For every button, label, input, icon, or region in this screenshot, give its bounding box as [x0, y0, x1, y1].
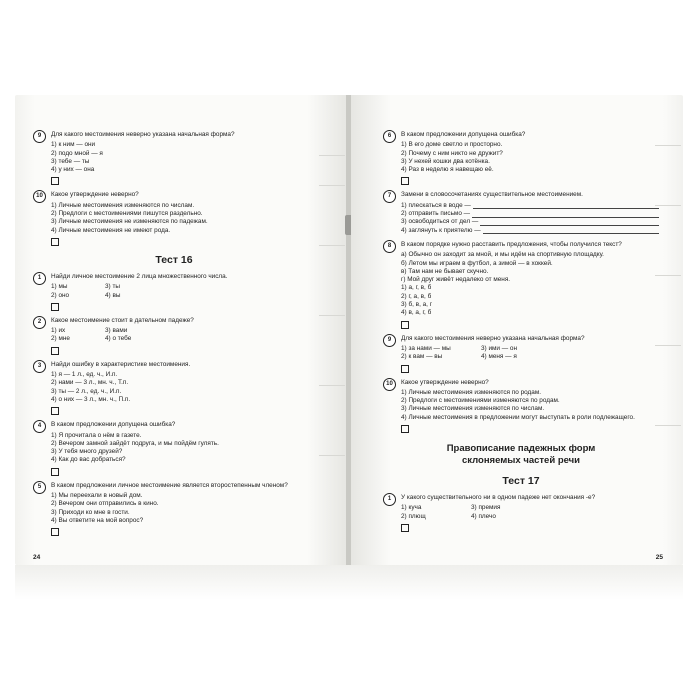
option: 1) а, г, в, б — [401, 284, 432, 292]
question-number: 9 — [33, 130, 46, 143]
question-number: 8 — [383, 240, 396, 253]
option: 1) куча — [401, 504, 422, 512]
test-title: Тест 17 — [502, 475, 540, 488]
question-10 — [383, 379, 659, 433]
option: 1) их — [51, 327, 66, 335]
answer-box[interactable] — [401, 425, 409, 433]
answer-box[interactable] — [401, 365, 409, 373]
question-number: 10 — [383, 378, 396, 391]
question-9 — [33, 131, 315, 185]
option: 1) плескаться в воде — — [401, 201, 471, 209]
page-shadow — [15, 565, 683, 600]
option: 4) о них — 3 л., мн. ч., П.п. — [51, 395, 131, 403]
option: 2) к вам — вы — [401, 353, 443, 361]
answer-box[interactable] — [51, 177, 59, 185]
option: 4) в, а, г, б — [401, 309, 432, 317]
option: 3) Личные местоимения изменяются по числам. — [401, 405, 545, 413]
question-text: В каком предложении допущена ошибка? — [401, 131, 526, 138]
left-page — [15, 95, 347, 565]
option: 4) плечо — [471, 512, 496, 520]
right-page — [351, 95, 683, 565]
option: 3) тебе — ты — [51, 157, 90, 165]
question-8 — [383, 241, 659, 329]
answer-box[interactable] — [401, 177, 409, 185]
question-6 — [383, 131, 659, 185]
option: 3) ты — 2 л., ед. ч., И.п. — [51, 387, 122, 395]
option: 4) заглянуть к приятелю — — [401, 226, 481, 234]
question-text: Какое местоимение стоит в дательном падеже? — [51, 316, 194, 324]
question-text: У какого существительного ни в одном падеже нет окончания -е? — [401, 494, 596, 502]
option: 1) Личные местоимения изменяются по родам. — [401, 388, 541, 396]
question-number: 10 — [33, 190, 46, 203]
page-number: 25 — [655, 554, 663, 561]
answer-box[interactable] — [401, 321, 409, 329]
option: 1) Мы переехали в новый дом. — [51, 492, 143, 500]
section-title-line: склоняемых частей речи — [461, 455, 581, 467]
question-text: В каком порядке нужно расставить предложения, чтобы получился текст? — [401, 240, 622, 248]
option: 1) Личные местоимения изменяются по числам. — [51, 201, 195, 209]
option: 1) к ним — они — [51, 141, 96, 149]
option: 3) Личные местоимения не изменяются по падежам. — [51, 218, 208, 226]
option: 2) Почему с ним никто не дружит? — [401, 149, 503, 157]
option: б) Летом мы играем в футбол, а зимой — в хоккей. — [401, 259, 553, 267]
option: 1) я — 1 л., ед. ч., И.п. — [51, 371, 118, 379]
question-text: Замени в словосочетаниях существительное местоимением. — [401, 191, 583, 199]
option: 2) Вечером замной зайдёт подруга, и мы пойдём гулять. — [51, 439, 219, 447]
option: 1) В его доме светло и просторно. — [401, 141, 503, 149]
test16-question-4 — [33, 421, 315, 475]
option: 2) Вечером они отправились в кино. — [51, 500, 159, 508]
test16-question-3 — [33, 361, 315, 415]
answer-line[interactable] — [473, 202, 659, 209]
test-title: Тест 16 — [155, 253, 193, 266]
question-text: Найди ошибку в характеристике местоимения. — [51, 360, 191, 368]
option: 4) Раз в неделю я навещаю её. — [401, 166, 494, 174]
section-title — [383, 443, 659, 467]
question-text: Для какого местоимения неверно указана начальная форма? — [401, 334, 585, 342]
test17-question-1 — [383, 494, 659, 532]
answer-box[interactable] — [51, 303, 59, 311]
answer-box[interactable] — [401, 524, 409, 532]
option: 3) вами — [105, 327, 128, 335]
test16-question-2 — [33, 317, 315, 355]
question-9 — [383, 335, 659, 373]
section-title-line: Правописание падежных форм — [446, 443, 596, 455]
question-text: Для какого местоимения неверно указана начальная форма? — [51, 131, 235, 138]
option: 4) меня — я — [481, 353, 517, 361]
option: 2) плющ — [401, 512, 426, 520]
question-number: 9 — [383, 334, 396, 347]
option: 4) вы — [105, 291, 121, 299]
option: 2) оно — [51, 291, 70, 299]
question-number: 1 — [33, 272, 46, 285]
question-10 — [33, 191, 315, 245]
option: 2) подо мной — я — [51, 149, 103, 157]
option: 3) У нехей кошки два котёнка. — [401, 157, 490, 165]
option: а) Обычно он заходит за мной, и мы идём на спортивную площадку. — [401, 251, 604, 259]
option: 3) б, в, а, г — [401, 301, 433, 309]
answer-line[interactable] — [480, 219, 659, 226]
question-text: В каком предложении личное местоимение является второстепенным членом? — [51, 481, 288, 489]
question-number: 6 — [383, 130, 396, 143]
test16-question-5 — [33, 482, 315, 536]
option: 2) Предлоги с местоимениями пишутся раздельно. — [51, 210, 203, 218]
option: 4) Как до вас добраться? — [51, 456, 126, 464]
option: 1) за нами — мы — [401, 344, 451, 352]
question-text: В каком предложении допущена ошибка? — [51, 421, 176, 429]
option: 3) У тебя много друзей? — [51, 448, 123, 456]
answer-box[interactable] — [51, 468, 59, 476]
option: 1) мы — [51, 283, 68, 291]
option: 4) у них — она — [51, 166, 95, 174]
question-number: 1 — [383, 493, 396, 506]
question-7 — [383, 191, 659, 234]
question-number: 7 — [383, 190, 396, 203]
option: 3) ты — [105, 283, 120, 291]
question-text: Найди личное местоимение 2 лица множественного числа. — [51, 272, 228, 280]
option: 3) ими — он — [481, 344, 518, 352]
answer-line[interactable] — [483, 227, 659, 234]
question-number: 4 — [33, 420, 46, 433]
option: 4) Вы ответите на мой вопрос? — [51, 516, 144, 524]
option: г) Мой друг живёт недалеко от меня. — [401, 276, 511, 284]
answer-box[interactable] — [51, 407, 59, 415]
page-number: 24 — [33, 554, 41, 561]
answer-box[interactable] — [51, 528, 59, 536]
question-number: 2 — [33, 316, 46, 329]
open-workbook — [15, 95, 683, 600]
option: 2) нами — 3 л., мн. ч., Т.п. — [51, 379, 129, 387]
option: 3) освободиться от дел — — [401, 218, 479, 226]
option: 2) отправить письмо — — [401, 210, 471, 218]
option: 2) Предлоги с местоимениями изменяются по родам. — [401, 397, 560, 405]
option: 2) г, а, в, б — [401, 292, 432, 300]
question-text: Какое утверждение неверно? — [51, 191, 139, 199]
question-number: 5 — [33, 481, 46, 494]
option: 3) премия — [471, 504, 501, 512]
answer-box[interactable] — [51, 238, 59, 246]
option: 3) Приходи ко мне в гости. — [51, 508, 130, 516]
question-text: Какое утверждение неверно? — [401, 378, 489, 386]
option: 4) Личные местоимения в предложении могут выступать в роли подлежащего. — [401, 413, 635, 421]
option: 1) Я прочитала о нём в газете. — [51, 431, 142, 439]
option: 2) мне — [51, 335, 70, 343]
answer-box[interactable] — [51, 347, 59, 355]
test16-question-1 — [33, 273, 315, 311]
option: 4) о тебе — [105, 335, 132, 343]
question-number: 3 — [33, 360, 46, 373]
option: в) Там нам не бывает скучно. — [401, 267, 489, 275]
answer-line[interactable] — [472, 211, 659, 218]
option: 4) Личные местоимения не имеют рода. — [51, 226, 171, 234]
